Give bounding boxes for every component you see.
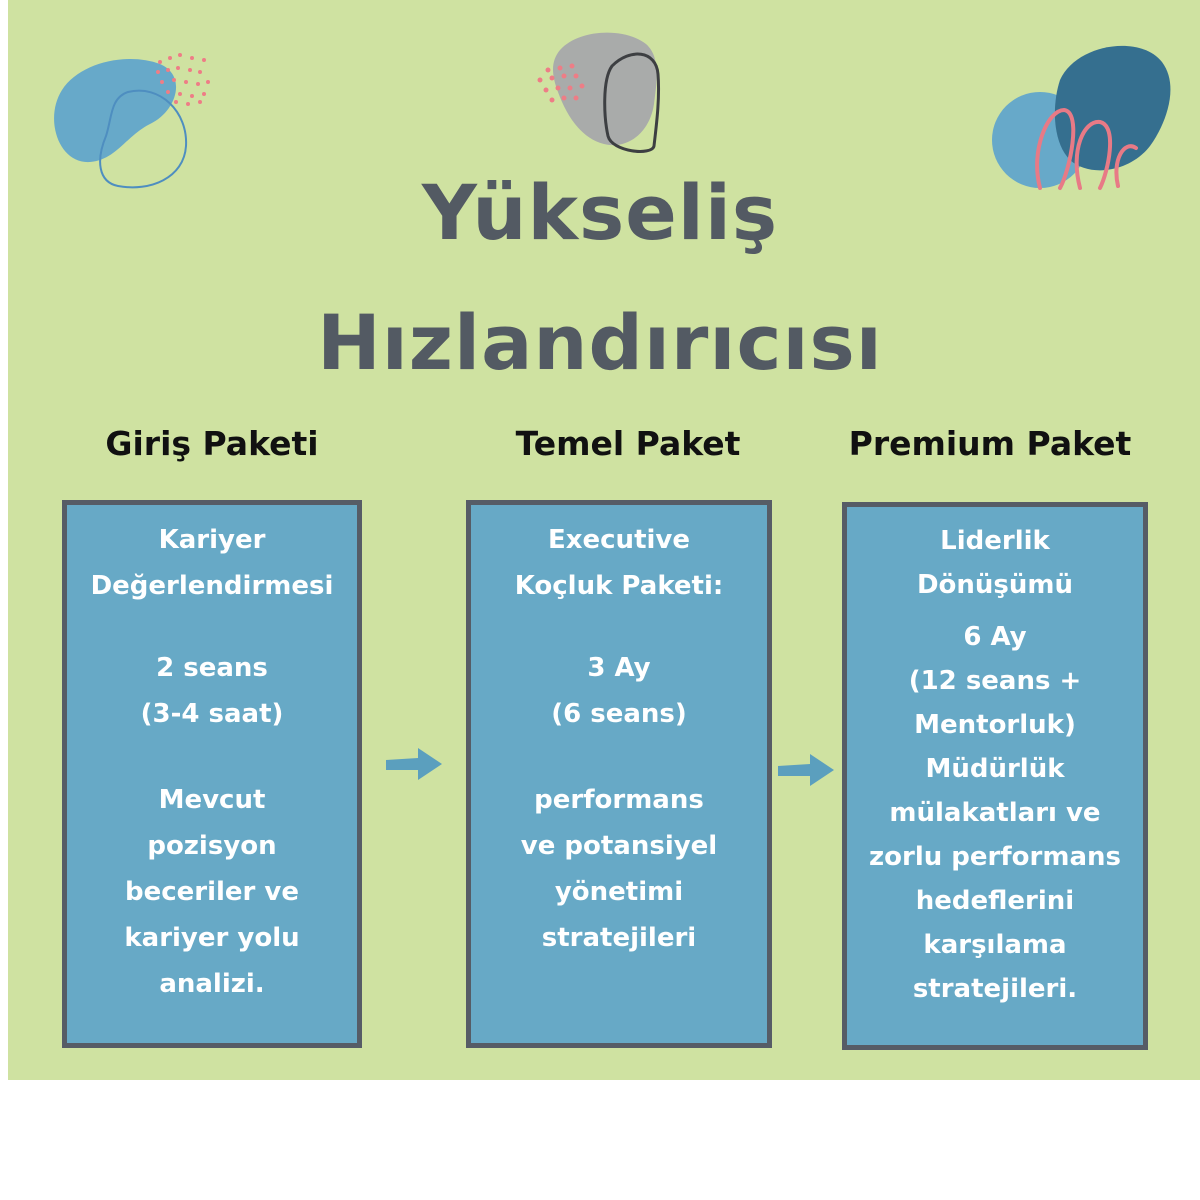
package-card-premium [842,502,1148,1050]
card-description: performans ve potansiyel yönetimi stratejileri [520,785,718,953]
card-description: Müdürlük mülakatları ve zorlu performans hedeflerini karşılama stratejileri. [869,754,1121,1004]
card-heading: Kariyer Değerlendirmesi [90,525,334,601]
package-name-giris: Giriş Paketi [105,424,319,463]
package-card-temel [466,500,772,1048]
card-heading: Liderlik Dönüşümü [916,526,1074,600]
arrow-right-icon [776,750,838,790]
package-name-premium: Premium Paket [848,424,1132,463]
card-description: Mevcut pozisyon beceriler ve kariyer yolu analizi. [124,785,300,999]
page-title-line2: Hızlandırıcısı [317,298,883,387]
page-title-line1: Yükseliş [421,168,779,257]
arrow-right-icon [384,744,446,784]
card-duration: 6 Ay (12 seans + Mentorluk) [908,622,1082,740]
card-duration: 2 seans (3-4 saat) [140,653,284,729]
card-heading: Executive Koçluk Paketi: [514,525,724,601]
package-card-giris [62,500,362,1048]
package-name-temel: Temel Paket [515,424,741,463]
card-duration: 3 Ay (6 seans) [551,653,687,729]
